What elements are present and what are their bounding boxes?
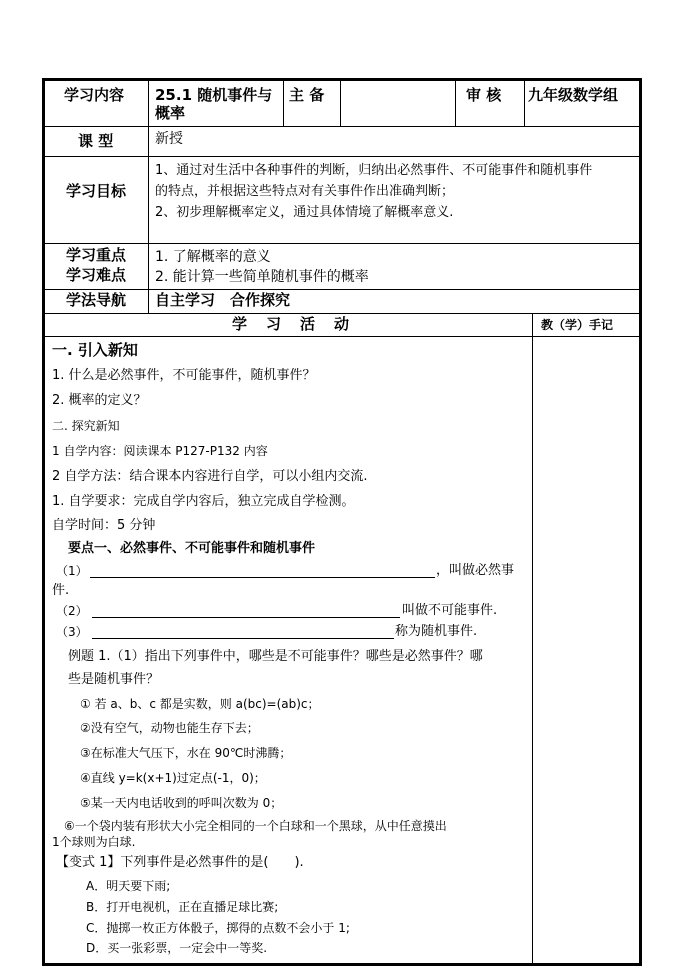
method-value: 自主学习 合作探究	[155, 291, 291, 309]
answer-blank[interactable]	[92, 638, 394, 639]
example-item: ②没有空气，动物也能生存下去；	[80, 721, 259, 735]
goal-line: 2、初步理解概率定义，通过具体情境了解概率意义.	[155, 205, 454, 220]
example-item: ⑤某一天内电话收到的呼叫次数为 0；	[80, 796, 283, 810]
row-divider	[45, 289, 639, 290]
difficulty-label: 学习难点	[66, 266, 127, 284]
fill-in-tail: 叫做不可能事件.	[402, 603, 498, 618]
answer-blank[interactable]	[92, 617, 400, 618]
self-study-time: 自学时间：5 分钟	[52, 518, 156, 533]
col-divider	[524, 81, 525, 126]
course-type-value: 新授	[155, 131, 183, 147]
fill-in-wrap: 件.	[52, 583, 70, 598]
col-divider	[455, 81, 456, 126]
goal-line: 的特点，并根据这些特点对有关事件作出准确判断；	[155, 184, 455, 199]
example-item: ③在标准大气压下，水在 90℃时沸腾；	[80, 746, 292, 760]
topic-line-2: 概率	[155, 104, 186, 122]
question-2: 2. 概率的定义？	[52, 393, 147, 408]
section-explore: 二. 探究新知	[52, 419, 120, 433]
review-label: 审 核	[466, 86, 502, 104]
example-item: 1个球则为白球.	[52, 835, 136, 849]
question-1: 1. 什么是必然事件，不可能事件，随机事件？	[52, 368, 316, 383]
row-divider	[45, 126, 639, 127]
key-point-line: 2. 能计算一些简单随机事件的概率	[155, 269, 369, 285]
notes-column-title: 教（学）手记	[541, 318, 614, 332]
review-value: 九年级数学组	[528, 86, 619, 104]
section-intro: 一. 引入新知	[52, 341, 138, 359]
col-divider	[283, 81, 284, 126]
goal-line: 1、通过对生活中各种事件的判断，归纳出必然事件、不可能事件和随机事件	[155, 163, 593, 178]
topic-line-1: 25.1 随机事件与	[155, 86, 273, 104]
example-item: ⑥一个袋内装有形状大小完全相同的一个白球和一个黑球，从中任意摸出	[64, 819, 447, 833]
fill-in-number: （2）	[56, 604, 88, 618]
col-divider	[340, 81, 341, 126]
option-b: B．打开电视机，正在直播足球比赛;	[86, 900, 279, 914]
example-item: ① 若 a、b、c 都是实数，则 a(bc)=(ab)c；	[80, 697, 320, 711]
key-point-label: 学习重点	[66, 246, 127, 264]
prepare-label: 主 备	[289, 86, 325, 104]
row-divider	[45, 336, 639, 337]
example-question: 例题 1.（1）指出下列事件中，哪些是不可能事件？哪些是必然事件？哪	[68, 649, 483, 664]
row-divider	[45, 156, 639, 157]
row-divider	[45, 243, 639, 244]
fill-in-tail: 称为随机事件.	[395, 624, 478, 639]
self-study-requirement: 1. 自学要求：完成自学内容后，独立完成自学检测。	[52, 494, 355, 509]
example-item: ④直线 y=k(x+1)过定点(-1，0)；	[80, 771, 266, 785]
fill-in-number: （3）	[56, 625, 88, 639]
answer-blank[interactable]	[90, 577, 435, 578]
option-c: C．抛掷一枚正方体骰子，掷得的点数不会小于 1;	[86, 921, 350, 935]
col-divider	[148, 81, 149, 313]
row-divider	[45, 313, 639, 314]
method-label: 学法导航	[66, 291, 127, 309]
option-d: D．买一张彩票，一定会中一等奖.	[86, 941, 268, 955]
goals-label: 学习目标	[66, 182, 127, 200]
self-study-method: 2 自学方法：结合课本内容进行自学，可以小组内交流.	[52, 469, 368, 484]
variant-question: 【变式 1】下列事件是必然事件的是( ).	[56, 855, 304, 870]
key-point-heading: 要点一、必然事件、不可能事件和随机事件	[68, 541, 316, 556]
fill-in-number: （1）	[56, 564, 88, 578]
key-point-line: 1. 了解概率的意义	[155, 249, 271, 265]
self-study-content: 1 自学内容：阅读课本 P127-P132 内容	[52, 444, 268, 458]
course-type-label: 课 型	[78, 132, 114, 150]
col-divider	[532, 313, 533, 963]
activity-title: 学 习 活 动	[232, 315, 352, 333]
option-a: A．明天要下雨;	[86, 879, 171, 893]
fill-in-tail: ，叫做必然事	[436, 563, 515, 578]
example-question: 些是随机事件？	[68, 672, 160, 687]
content-label: 学习内容	[64, 86, 125, 104]
